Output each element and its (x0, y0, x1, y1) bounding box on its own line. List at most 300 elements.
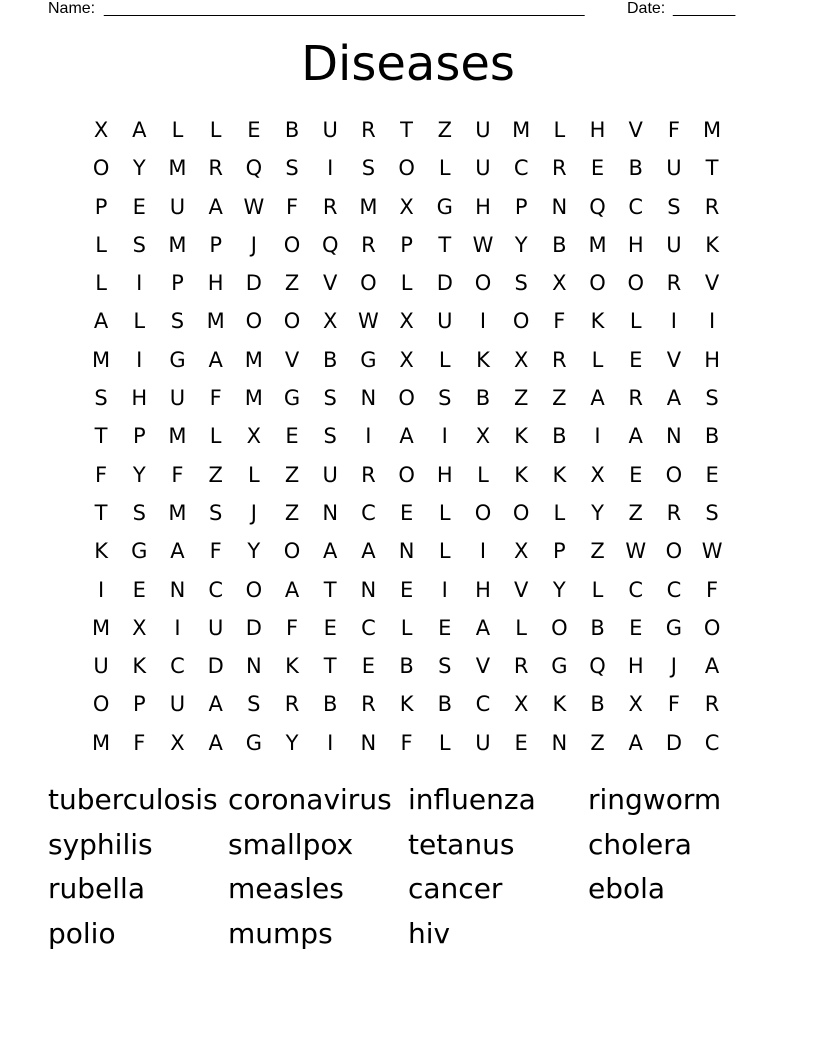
grid-letter[interactable]: X (93, 118, 109, 142)
grid-letter[interactable]: A (132, 118, 147, 142)
grid-letter[interactable]: B (399, 654, 414, 679)
grid-letter[interactable]: Z (208, 462, 223, 487)
grid-letter[interactable]: R (361, 118, 376, 142)
grid-letter[interactable]: B (323, 347, 338, 372)
grid-letter[interactable]: A (323, 539, 338, 564)
grid-letter[interactable]: L (400, 271, 413, 296)
grid-letter[interactable]: O (283, 232, 301, 257)
grid-letter[interactable]: A (361, 539, 376, 564)
grid-letter[interactable]: O (551, 615, 568, 640)
grid-letter[interactable]: L (438, 730, 451, 755)
grid-letter[interactable]: X (475, 424, 491, 449)
grid-letter[interactable]: A (590, 386, 605, 411)
grid-letter[interactable]: M (92, 347, 111, 372)
grid-letter[interactable]: C (361, 500, 376, 525)
grid-letter[interactable]: B (437, 692, 452, 717)
grid-letter[interactable]: F (95, 462, 108, 487)
grid-letter[interactable]: A (208, 730, 223, 755)
grid-letter[interactable]: B (590, 692, 605, 717)
grid-letter[interactable]: X (399, 347, 414, 372)
grid-letter[interactable]: I (327, 156, 334, 181)
grid-row (82, 724, 732, 762)
grid-letter[interactable]: F (706, 577, 719, 602)
grid-letter[interactable]: I (327, 730, 334, 755)
grid-letter[interactable]: Y (132, 462, 146, 487)
grid-letter[interactable]: J (250, 232, 257, 257)
grid-letter[interactable]: V (323, 271, 338, 296)
grid-letter[interactable]: X (132, 615, 147, 640)
grid-letter[interactable]: O (283, 309, 301, 334)
grid-letter[interactable]: G (245, 730, 262, 755)
grid-letter[interactable]: M (359, 194, 378, 219)
grid-letter[interactable]: N (360, 730, 377, 755)
grid-letter[interactable]: U (475, 730, 491, 755)
grid-letter[interactable]: X (513, 539, 529, 564)
grid-letter[interactable]: K (514, 462, 529, 487)
grid-letter[interactable]: H (207, 271, 224, 296)
grid-letter[interactable]: L (553, 118, 566, 142)
grid-letter[interactable]: I (136, 347, 143, 372)
grid-letter[interactable]: H (589, 118, 606, 142)
grid-letter[interactable]: M (206, 309, 225, 334)
grid-letter[interactable]: S (132, 232, 146, 257)
grid-letter[interactable]: I (136, 271, 143, 296)
grid-letter[interactable]: S (94, 386, 108, 411)
grid-letter[interactable]: T (705, 156, 719, 181)
grid-letter[interactable]: P (209, 232, 222, 257)
grid-letter[interactable]: K (590, 309, 605, 334)
word-list-item: ebola (588, 872, 666, 906)
grid-letter[interactable]: V (475, 654, 491, 679)
grid-letter[interactable]: G (360, 347, 377, 372)
grid-letter[interactable]: N (245, 654, 262, 679)
grid-letter[interactable]: F (285, 615, 299, 640)
grid-letter[interactable]: E (285, 424, 299, 449)
grid-letter[interactable]: K (476, 347, 490, 372)
grid-letter[interactable]: T (323, 577, 337, 602)
grid-letter[interactable]: O (665, 539, 683, 564)
grid-letter[interactable]: Z (284, 500, 300, 525)
grid-letter[interactable]: O (398, 156, 415, 181)
grid-letter[interactable]: T (438, 232, 452, 257)
grid-letter[interactable]: W (701, 539, 723, 564)
grid-letter[interactable]: H (436, 462, 453, 487)
grid-letter[interactable]: L (209, 424, 222, 449)
grid-letter[interactable]: Y (285, 730, 299, 755)
grid-letter[interactable]: C (628, 577, 644, 602)
grid-letter[interactable]: I (670, 309, 677, 334)
grid-letter[interactable]: C (475, 692, 491, 717)
grid-letter[interactable]: M (244, 347, 263, 372)
grid-letter[interactable]: L (553, 500, 566, 525)
grid-letter[interactable]: E (629, 347, 643, 372)
grid-letter[interactable]: L (438, 539, 451, 564)
grid-letter[interactable]: I (479, 309, 487, 334)
grid-letter[interactable]: S (132, 500, 146, 525)
grid-letter[interactable]: R (552, 156, 567, 181)
grid-row (82, 302, 732, 340)
grid-letter[interactable]: F (209, 539, 222, 564)
grid-letter[interactable]: M (588, 232, 607, 257)
grid-letter[interactable]: G (665, 615, 683, 640)
grid-letter[interactable]: N (551, 194, 568, 219)
grid-letter[interactable]: G (131, 539, 148, 564)
grid-letter[interactable]: L (591, 347, 604, 372)
grid-letter[interactable]: H (131, 386, 148, 411)
date-field[interactable]: _______ (673, 0, 736, 17)
grid-letter[interactable]: L (95, 271, 107, 296)
grid-letter[interactable]: W (625, 539, 647, 564)
grid-letter[interactable]: U (93, 654, 109, 679)
grid-letter[interactable]: N (398, 539, 415, 564)
grid-letter[interactable]: N (360, 577, 377, 602)
grid-letter[interactable]: U (437, 309, 453, 334)
grid-letter[interactable]: O (474, 500, 492, 525)
grid-letter[interactable]: H (704, 347, 720, 372)
grid-letter[interactable]: E (132, 577, 146, 602)
grid-letter[interactable]: R (361, 232, 376, 257)
grid-letter[interactable]: E (247, 118, 261, 142)
grid-letter[interactable]: R (361, 462, 376, 487)
grid-letter[interactable]: R (361, 692, 376, 717)
grid-letter[interactable]: I (174, 615, 181, 640)
grid-letter[interactable]: Y (247, 539, 261, 564)
grid-letter[interactable]: Y (552, 577, 566, 602)
grid-letter[interactable]: U (322, 118, 338, 142)
grid-letter[interactable]: K (705, 232, 719, 257)
grid-letter[interactable]: I (708, 309, 716, 334)
grid-letter[interactable]: U (666, 232, 682, 257)
grid-letter[interactable]: B (475, 386, 491, 411)
grid-letter[interactable]: O (627, 271, 644, 296)
grid-letter[interactable]: B (552, 424, 567, 449)
grid-letter[interactable]: K (285, 654, 299, 679)
grid-letter[interactable]: E (361, 654, 376, 679)
grid-letter[interactable]: O (703, 615, 721, 640)
grid-letter[interactable]: S (705, 386, 719, 411)
grid-letter[interactable]: E (132, 194, 146, 219)
grid-letter[interactable]: E (629, 462, 643, 487)
grid-letter[interactable]: V (666, 347, 682, 372)
grid-letter[interactable]: I (594, 424, 601, 449)
grid-letter[interactable]: M (168, 232, 187, 257)
grid-letter[interactable]: A (475, 615, 491, 640)
grid-letter[interactable]: Q (321, 232, 339, 257)
grid-letter[interactable]: X (399, 194, 414, 219)
grid-letter[interactable]: G (283, 386, 301, 411)
grid-letter[interactable]: Y (591, 500, 604, 525)
grid-letter[interactable]: O (92, 156, 110, 181)
grid-letter[interactable]: H (627, 654, 644, 679)
grid-letter[interactable]: U (666, 156, 682, 181)
grid-letter[interactable]: A (628, 424, 643, 449)
grid-letter[interactable]: O (512, 309, 530, 334)
grid-letter[interactable]: R (628, 386, 644, 411)
grid-letter[interactable]: V (628, 118, 643, 142)
grid-letter[interactable]: E (399, 500, 414, 525)
grid-letter[interactable]: X (513, 347, 529, 372)
grid-letter[interactable]: S (208, 500, 223, 525)
grid-letter[interactable]: O (665, 462, 683, 487)
grid-letter[interactable]: O (589, 271, 606, 296)
grid-letter[interactable]: K (514, 424, 529, 449)
grid-letter[interactable]: M (244, 386, 263, 411)
grid-letter[interactable]: R (513, 654, 529, 679)
grid-letter[interactable]: O (283, 539, 301, 564)
grid-letter[interactable]: F (133, 730, 146, 755)
grid-letter[interactable]: G (169, 347, 186, 372)
grid-letter[interactable]: N (360, 386, 377, 411)
grid-letter[interactable]: S (285, 156, 299, 181)
grid-letter[interactable]: P (400, 232, 413, 257)
grid-letter[interactable]: B (590, 615, 605, 640)
grid-letter[interactable]: C (513, 156, 529, 181)
grid-letter[interactable]: U (169, 194, 186, 219)
grid-letter[interactable]: Z (590, 730, 605, 755)
word-list-item: rubella (48, 872, 145, 906)
grid-letter[interactable]: M (92, 615, 111, 640)
grid-letter[interactable]: D (436, 271, 453, 296)
grid-letter[interactable]: N (169, 577, 186, 602)
grid-letter[interactable]: K (132, 654, 147, 679)
grid-letter[interactable]: E (399, 577, 414, 602)
grid-letter[interactable]: X (590, 462, 605, 487)
grid-letter[interactable]: M (168, 156, 187, 181)
grid-letter[interactable]: O (398, 462, 415, 487)
grid-letter[interactable]: F (400, 730, 413, 755)
grid-letter[interactable]: A (208, 347, 223, 372)
grid-letter[interactable]: I (97, 577, 105, 602)
grid-letter[interactable]: Q (589, 654, 606, 679)
grid-letter[interactable]: S (438, 654, 452, 679)
grid-letter[interactable]: Z (590, 539, 605, 564)
grid-letter[interactable]: F (667, 118, 680, 142)
grid-letter[interactable]: O (245, 577, 263, 602)
grid-letter[interactable]: R (208, 156, 223, 181)
grid-letter[interactable]: X (246, 424, 262, 449)
grid-letter[interactable]: R (284, 692, 300, 717)
grid-letter[interactable]: E (323, 615, 337, 640)
grid-letter[interactable]: G (436, 194, 453, 219)
grid-letter[interactable]: E (705, 462, 719, 487)
grid-letter[interactable]: W (243, 194, 265, 219)
grid-letter[interactable]: G (551, 654, 568, 679)
grid-letter[interactable]: J (250, 500, 257, 525)
grid-letter[interactable]: S (323, 424, 337, 449)
grid-letter[interactable]: K (552, 462, 567, 487)
grid-letter[interactable]: F (667, 692, 680, 717)
grid-letter[interactable]: E (590, 156, 605, 181)
grid-letter[interactable]: T (400, 118, 413, 142)
grid-letter[interactable]: O (245, 309, 263, 334)
grid-letter[interactable]: M (168, 500, 187, 525)
grid-letter[interactable]: U (169, 692, 186, 717)
grid-letter[interactable]: A (208, 692, 223, 717)
grid-letter[interactable]: Z (284, 462, 300, 487)
grid-letter[interactable]: A (628, 730, 643, 755)
grid-letter[interactable]: L (400, 615, 413, 640)
grid-letter[interactable]: A (399, 424, 414, 449)
grid-letter[interactable]: K (94, 539, 108, 564)
grid-letter[interactable]: Z (513, 386, 529, 411)
grid-letter[interactable]: V (284, 347, 300, 372)
grid-letter[interactable]: U (169, 386, 186, 411)
grid-letter[interactable]: S (438, 386, 452, 411)
grid-letter[interactable]: O (474, 271, 492, 296)
grid-letter[interactable]: Q (245, 156, 263, 181)
grid-letter[interactable]: Y (132, 156, 146, 181)
grid-letter[interactable]: M (703, 118, 722, 142)
grid-letter[interactable]: L (438, 156, 451, 181)
grid-letter[interactable]: R (666, 271, 682, 296)
grid-letter[interactable]: A (666, 386, 682, 411)
grid-letter[interactable]: X (552, 271, 567, 296)
grid-letter[interactable]: K (552, 692, 567, 717)
grid-letter[interactable]: I (365, 424, 372, 449)
grid-letter[interactable]: N (551, 730, 568, 755)
grid-letter[interactable]: M (512, 118, 531, 142)
grid-letter[interactable]: X (323, 309, 338, 334)
grid-letter[interactable]: S (323, 386, 337, 411)
grid-letter[interactable]: L (515, 615, 527, 640)
word-list-item: tuberculosis (48, 783, 218, 816)
grid-letter[interactable]: A (284, 577, 300, 602)
page-title: Diseases (301, 36, 515, 92)
grid-letter[interactable]: C (208, 577, 223, 602)
grid-letter[interactable]: A (704, 654, 720, 679)
name-field[interactable]: ______________________________________________________ (104, 0, 585, 17)
grid-letter[interactable]: O (512, 500, 530, 525)
grid-letter[interactable]: L (438, 347, 451, 372)
grid-letter[interactable]: L (629, 309, 642, 334)
grid-letter[interactable]: H (475, 577, 491, 602)
grid-letter[interactable]: R (552, 347, 567, 372)
grid-letter[interactable]: D (207, 654, 224, 679)
grid-letter[interactable]: B (284, 118, 300, 142)
grid-letter[interactable]: P (132, 424, 146, 449)
grid-letter[interactable]: A (208, 194, 223, 219)
grid-letter[interactable]: D (245, 615, 262, 640)
grid-letter[interactable]: V (513, 577, 529, 602)
grid-letter[interactable]: W (472, 232, 494, 257)
grid-letter[interactable]: A (170, 539, 185, 564)
grid-letter[interactable]: S (361, 156, 376, 181)
grid-letter[interactable]: E (438, 615, 452, 640)
grid-letter[interactable]: W (358, 309, 379, 334)
grid-letter[interactable]: S (514, 271, 528, 296)
grid-letter[interactable]: T (323, 654, 337, 679)
grid-letter[interactable]: M (168, 424, 187, 449)
grid-letter[interactable]: S (705, 500, 719, 525)
grid-letter[interactable]: L (247, 462, 260, 487)
grid-letter[interactable]: I (441, 577, 448, 602)
grid-letter[interactable]: P (171, 271, 184, 296)
word-list-item: ringworm (588, 783, 722, 816)
grid-letter[interactable]: D (665, 730, 682, 755)
grid-letter[interactable]: A (93, 309, 109, 334)
grid-letter[interactable]: C (628, 194, 644, 219)
grid-letter[interactable]: C (361, 615, 376, 640)
grid-letter[interactable]: B (552, 232, 567, 257)
grid-letter[interactable]: L (133, 309, 146, 334)
grid-letter[interactable]: S (247, 692, 261, 717)
grid-letter[interactable]: I (441, 424, 448, 449)
grid-letter[interactable]: K (399, 692, 414, 717)
grid-letter[interactable]: S (667, 194, 681, 219)
grid-letter[interactable]: U (322, 462, 338, 487)
grid-letter[interactable]: B (323, 692, 338, 717)
grid-letter[interactable]: B (628, 156, 643, 181)
grid-letter[interactable]: C (666, 577, 682, 602)
grid-letter[interactable]: L (209, 118, 222, 142)
grid-letter[interactable]: N (322, 500, 339, 525)
grid-letter[interactable]: R (704, 194, 720, 219)
grid-letter[interactable]: U (207, 615, 224, 640)
grid-letter[interactable]: Z (628, 500, 643, 525)
grid-letter[interactable]: L (95, 232, 107, 257)
grid-letter[interactable]: Y (514, 232, 528, 257)
grid-letter[interactable]: P (514, 194, 528, 219)
grid-letter[interactable]: R (704, 692, 720, 717)
grid-letter[interactable]: H (627, 232, 644, 257)
grid-letter[interactable]: E (629, 615, 643, 640)
grid-letter[interactable]: L (438, 500, 451, 525)
grid-letter[interactable]: Z (284, 271, 300, 296)
grid-letter[interactable]: O (92, 692, 110, 717)
grid-letter[interactable]: B (704, 424, 720, 449)
grid-letter[interactable]: U (475, 156, 491, 181)
grid-letter[interactable]: L (477, 462, 489, 487)
grid-letter[interactable]: F (171, 462, 184, 487)
grid-letter[interactable]: N (666, 424, 682, 449)
grid-letter[interactable]: C (170, 654, 185, 679)
grid-letter[interactable]: P (132, 692, 146, 717)
grid-letter[interactable]: X (170, 730, 185, 755)
grid-letter[interactable]: J (670, 654, 677, 679)
grid-letter[interactable]: V (704, 271, 720, 296)
grid-letter[interactable]: E (514, 730, 528, 755)
grid-letter[interactable]: C (704, 730, 720, 755)
grid-letter[interactable]: P (553, 539, 566, 564)
grid-letter[interactable]: P (94, 194, 108, 219)
grid-letter[interactable]: X (513, 692, 529, 717)
grid-letter[interactable]: H (475, 194, 491, 219)
grid-letter[interactable]: O (398, 386, 415, 411)
grid-letter[interactable]: Z (437, 118, 452, 142)
word-list-item: measles (228, 872, 344, 906)
grid-letter[interactable]: I (479, 539, 487, 564)
grid-letter[interactable]: F (209, 386, 222, 411)
grid-letter[interactable]: L (171, 118, 184, 142)
grid-letter[interactable]: Z (552, 386, 567, 411)
word-list-item: smallpox (228, 827, 354, 861)
grid-letter[interactable]: F (553, 309, 566, 334)
grid-letter[interactable]: F (285, 194, 299, 219)
grid-letter[interactable]: L (591, 577, 604, 602)
grid-letter[interactable]: O (360, 271, 377, 296)
grid-letter[interactable]: Q (589, 194, 606, 219)
grid-letter[interactable]: R (322, 194, 338, 219)
grid-letter[interactable]: S (170, 309, 185, 334)
grid-letter[interactable]: R (666, 500, 682, 525)
grid-letter[interactable]: T (94, 424, 108, 449)
grid-letter[interactable]: X (399, 309, 414, 334)
grid-letter[interactable]: T (94, 500, 108, 525)
grid-letter[interactable]: X (628, 692, 643, 717)
grid-letter[interactable]: U (475, 118, 491, 142)
grid-letter[interactable]: D (245, 271, 262, 296)
grid-letter[interactable]: M (92, 730, 111, 755)
